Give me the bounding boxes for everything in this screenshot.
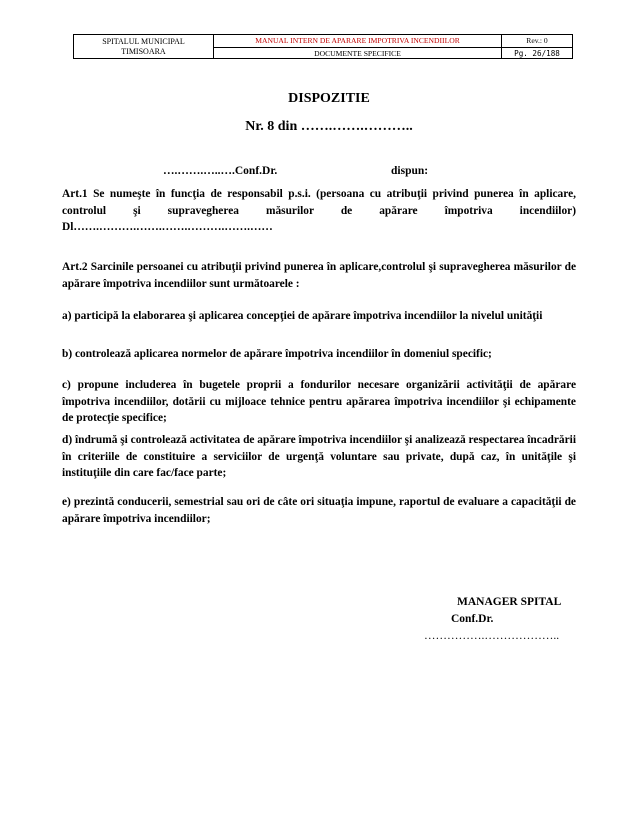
header-org-line2: TIMISOARA [121,46,166,56]
header-organization-cell [74,35,214,58]
signature-title: Conf.Dr. [451,613,494,625]
article-2: Art.2 Sarcinile persoanei cu atribuţii privind punerea în aplicare,controlul şi supravegherea măsurilor de apărare împotriva incendiilor sunt următoarele : [62,261,576,290]
duty-item-b: b) controlează aplicarea normelor de apărare împotriva incendiilor în domeniul specific; [62,348,492,360]
document-header-table [73,34,573,59]
duty-item-c: c) propune includerea în bugetele proprii a fondurilor necesare organizării activităţii de apărare împotriva incendiilor, dotării cu mijloace tehnice pentru apărarea împotriva incendiilor şi echipamente de protecţie specifice; [62,379,576,424]
header-section: DOCUMENTE SPECIFICE [314,49,401,58]
issuer-line: ….…….…..….Conf.Dr. [163,165,278,177]
duty-item-e: e) prezintă conducerii, semestrial sau ori de câte ori situaţia impune, raportul de evaluare a capacităţii de apărare împotriva incendiilor; [62,496,576,525]
document-title: DISPOZITIE [288,91,370,106]
header-manual-cell [214,35,502,58]
header-revision-cell [502,35,572,58]
header-revision: Rev.: 0 [502,35,572,48]
dispun-label: dispun: [391,165,429,177]
signature-role: MANAGER SPITAL [457,596,562,608]
article-1: Art.1 Se numeşte în funcţia de responsabil p.s.i. (persoana cu atribuţii privind punerea în aplicare, controlul şi supravegherea măsurilor de apărare împotriva incendiilor) Dl…….……….…….…….……….…….…… [62,188,576,233]
duty-item-a: a) participă la elaborarea şi aplicarea concepţiei de apărare împotriva incendiilor la nivelul unităţii [62,310,543,322]
document-number: Nr. 8 din …….…….……….. [245,119,413,134]
signature-line: …………….……………….. [424,630,560,642]
header-manual-title: MANUAL INTERN DE APARARE IMPOTRIVA INCENDIILOR [214,35,501,48]
header-page-number: Pg. 26/188 [514,49,560,58]
duty-item-d: d) îndrumă şi controlează activitatea de apărare împotriva incendiilor şi analizează respectarea încadrării în criteriile de constituire a serviciilor de urgenţă voluntare sau private, după caz, în unităţile şi instituţiile din care fac/face parte; [62,434,576,479]
header-org-line1: SPITALUL MUNICIPAL [102,36,185,46]
